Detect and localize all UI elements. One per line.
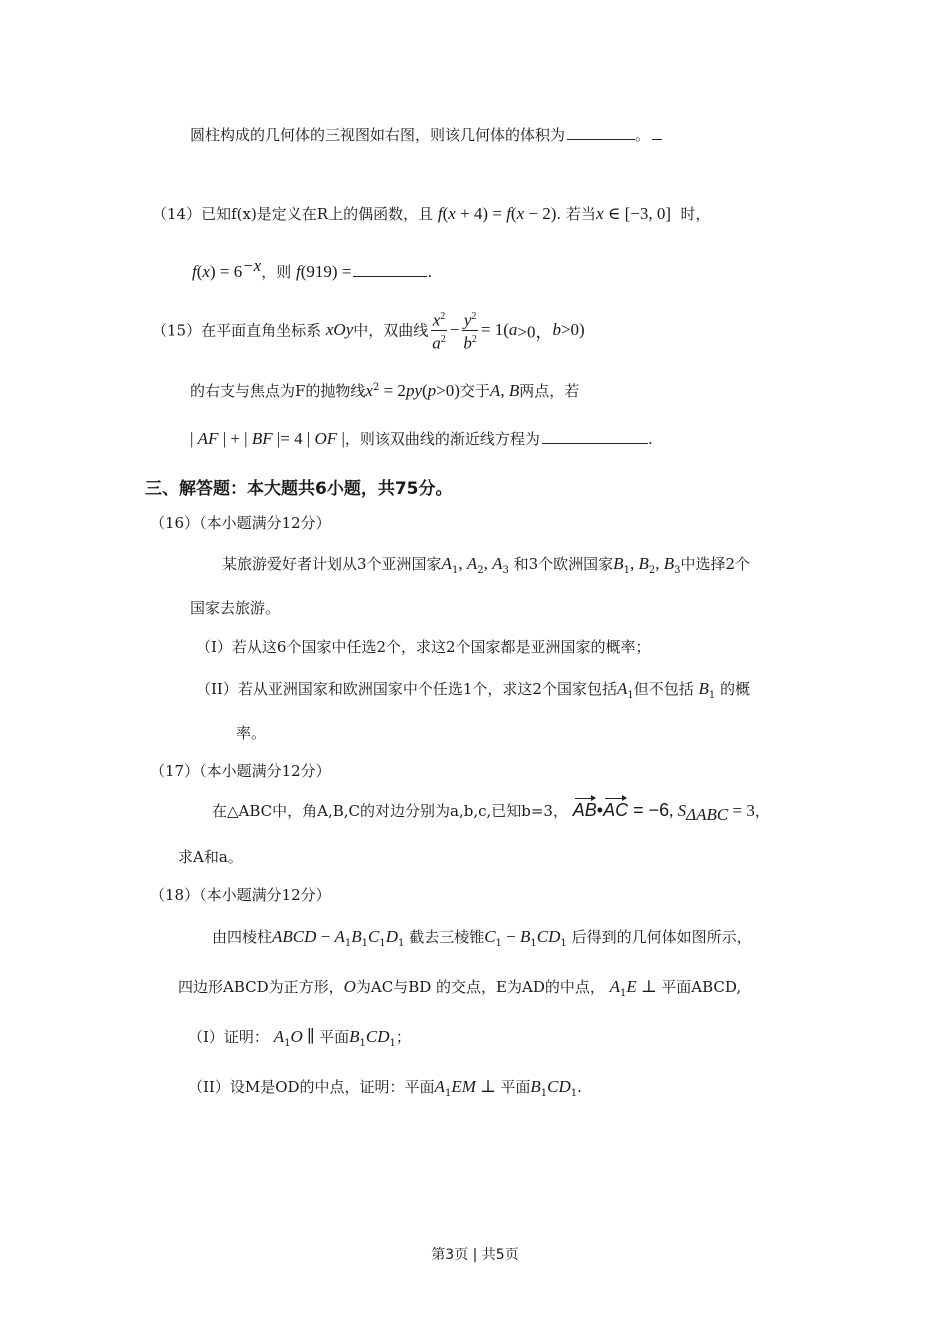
q15-text: 两点，若 [519, 382, 580, 400]
score-label: （本小题满分12分） [199, 514, 331, 532]
formula: A [609, 977, 621, 996]
q16-text: （II）若从亚洲国家和欧洲国家中个任选1个，求这2个国家包括 [196, 680, 617, 698]
q14-text: 已知f(x)是定义在R上的偶函数，且 [201, 205, 434, 223]
fraction: $\frac{y^2}{b^2}$ [461, 308, 479, 352]
question-number: （16） [150, 514, 200, 532]
formula: A [616, 679, 628, 698]
fraction: $\frac{x^2}{a^2}$ [430, 308, 448, 352]
q16-text: 某旅游爱好者计划从3个亚洲国家 [222, 555, 442, 573]
section-title: 三、解答题：本大题共6小题，共75分。 [145, 479, 453, 499]
q16-text: 和3个欧洲国家 [513, 555, 614, 573]
q18-text: 为AC与BD 的交点，E为AD的中点， [355, 978, 605, 996]
q17-header [150, 760, 331, 781]
q13-line [190, 124, 662, 145]
formula: f [437, 204, 443, 223]
q18-text: 后得到的几何体如图所示， [571, 928, 752, 946]
answer-blank [353, 275, 427, 277]
q18-header [150, 884, 331, 905]
q18-part1: （I）证明： $A_1O$ ∥ 平面$B_1CD_1$； [188, 1027, 411, 1049]
vector-ab: AB [572, 800, 597, 820]
q15-text: 的右支与焦点为F的抛物线 [190, 382, 366, 400]
q16-text: 的概 [720, 680, 751, 698]
q15-text: 中，双曲线 [353, 321, 429, 340]
score-label: （本小题满分12分） [199, 886, 331, 904]
q18-text: （II）设M是OD的中点，证明：平面 [188, 1078, 435, 1096]
formula: x [365, 381, 373, 400]
formula: A [273, 1027, 285, 1046]
q18-stem-line1: 由四棱柱ABCD − $A_1B_1C_1D_1$ 截去三棱锥$C_1 - B_1CD_1$ 后得到的几何体如图所示， [212, 927, 752, 949]
q18-text: 截去三棱锥 [409, 928, 485, 946]
formula: B [613, 554, 624, 573]
q14-text: 时， [680, 205, 711, 223]
q16-part1: （I）若从这6个国家中任选2个，求这2个国家都是亚洲国家的概率； [196, 638, 651, 656]
q15-text: ，则该双曲线的渐近线方程为 [344, 430, 540, 448]
q16-stem-line1: 某旅游爱好者计划从3个亚洲国家$A_1$, $A_2$, $A_3$ 和3个欧洲国家$B_1$, $B_2$, $B_3$中选择2个 [222, 554, 751, 576]
question-number: （14） [152, 205, 202, 223]
q15-line3: | AF | + | BF |= 4 | OF |，则该双曲线的渐近线方程为 . [190, 429, 653, 448]
formula: xOy [325, 320, 354, 340]
q18-text: 由四棱柱 [212, 928, 273, 946]
formula: C [484, 927, 496, 946]
q15-text: 在平面直角坐标系 [201, 321, 322, 340]
q14-line2: $f(x) = 6^{-x}$，则 f(919) = . [192, 256, 433, 281]
q15-line2: 的右支与焦点为F的抛物线$x^2 = 2py(p>0)$交于A, B两点，若 [190, 381, 580, 400]
q16-text: 但不包括 [633, 680, 694, 698]
score-label: （本小题满分12分） [199, 762, 331, 780]
formula: | [190, 429, 198, 448]
q18-text: 四边形ABCD为正方形， [178, 978, 344, 996]
q18-part2: （II）设M是OD的中点，证明：平面$A_1EM$ ⊥ 平面$B_1CD_1$. [188, 1077, 582, 1099]
formula: ABCD [272, 927, 317, 946]
q17-text: 在△ABC中，角A,B,C的对边分别为a,b,c,已知b=3， [212, 802, 568, 820]
question-number: （15） [152, 321, 202, 340]
q18-text: 平面 [500, 1078, 531, 1096]
q17-stem-line2: 求A和a。 [178, 848, 243, 866]
q14-line1: （14）已知f(x)是定义在R上的偶函数，且 f(x + 4) = f(x − 2). 若当x ∈ [−3, 0] 时， [152, 204, 711, 223]
vector-ac: AC [603, 800, 629, 820]
q16-stem-line2: 国家去旅游。 [190, 599, 281, 617]
formula: f [192, 262, 197, 281]
q14-text: ，则 [261, 263, 292, 281]
q13-text: 圆柱构成的几何体的三视图如右图，则该几何体的体积为 [190, 126, 566, 144]
q15-text: 交于 [459, 382, 490, 400]
q16-text: 中选择2个 [680, 555, 751, 573]
q13-end: 。 [635, 126, 651, 144]
q16-header [150, 512, 331, 533]
q18-text: 平面 [319, 1028, 350, 1046]
q18-stem-line2: 四边形ABCD为正方形，O为AC与BD 的交点，E为AD的中点， $A_1E$ ⊥ 平面ABCD, [178, 977, 742, 999]
q15-line1: （15）在平面直角坐标系 xOy中，双曲线 $\frac{x^2}{a^2}$ − $\frac{y^2}{b^2}$ = 1(a>0，b>0) [152, 308, 585, 352]
page-footer: 第3页 | 共5页 [431, 1247, 519, 1263]
formula: A [441, 554, 452, 573]
question-number: （17） [150, 762, 200, 780]
underline [652, 138, 662, 140]
formula: O [343, 977, 356, 996]
q18-text: （I）证明： [188, 1028, 269, 1046]
q16-part2-cont: 率。 [236, 724, 267, 742]
q14-text: . 若当 [556, 205, 596, 223]
q17-stem-line1: 在△ABC中，角A,B,C的对边分别为a,b,c,已知b=3， AB•AC = −6, $S_{\Delta ABC} = 3$， [212, 800, 770, 824]
q18-text: 平面ABCD, [661, 978, 742, 996]
answer-blank [567, 138, 635, 140]
formula: A [434, 1077, 445, 1096]
answer-blank [542, 442, 648, 444]
question-number: （18） [150, 886, 200, 904]
q16-part2: （II）若从亚洲国家和欧洲国家中个任选1个，求这2个国家包括$A_1$但不包括 $B_1$ 的概 [196, 679, 751, 701]
